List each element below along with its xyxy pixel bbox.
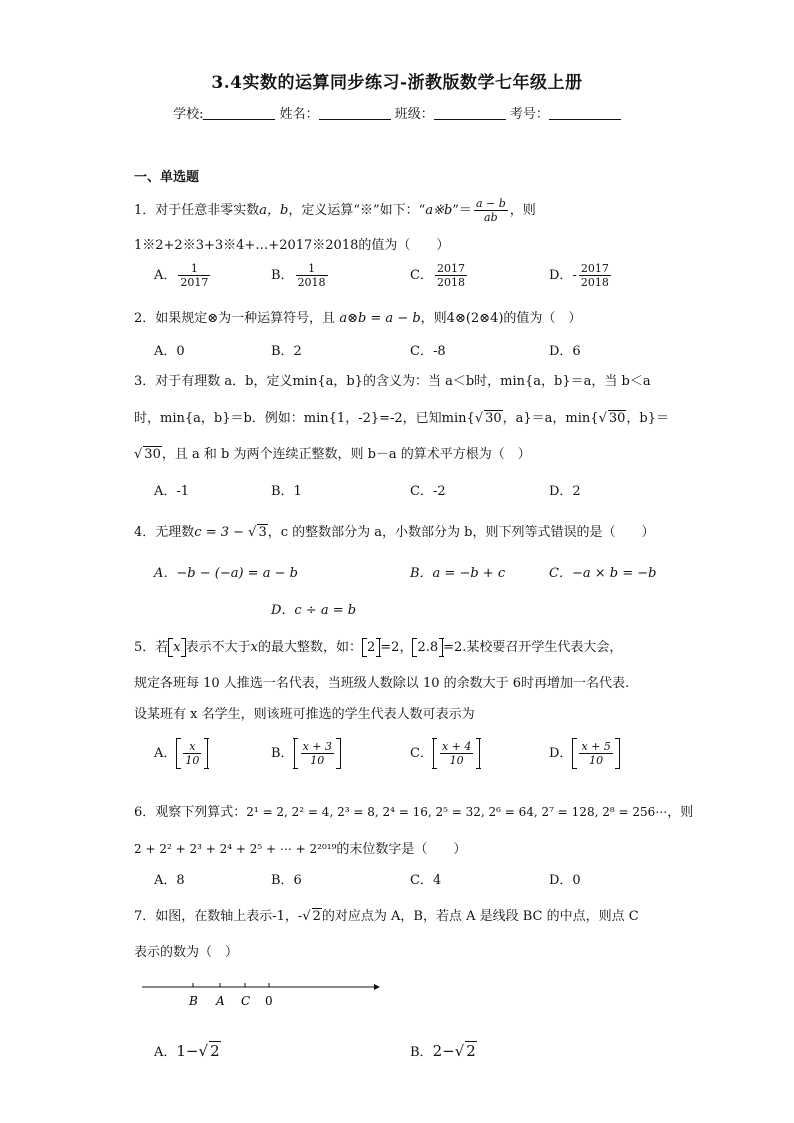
q6-option-d[interactable]: D．0 — [549, 873, 581, 888]
sqrt-2: 2 — [210, 1042, 220, 1060]
q1-option-a[interactable] — [154, 262, 212, 289]
sqrt-2: 2 — [312, 909, 321, 924]
floor-bracket — [433, 738, 480, 769]
q6-sum: 2 + 2² + 2³ + 2⁴ + 2⁵ + ⋯ + 2²⁰¹⁹ — [134, 842, 337, 856]
q4-line: 4．无理数c = 3 − √ 3，c 的整数部分为 a，小数部分为 b，则下列等式错误的是（ ） — [134, 525, 655, 540]
arrow-head-icon — [374, 984, 380, 990]
q3-option-b[interactable]: B．1 — [271, 484, 302, 499]
q5-text-mid: 表示不大于 — [185, 640, 251, 655]
q3-text-post: ，b}＝ — [626, 411, 669, 426]
school-blank[interactable] — [203, 107, 275, 120]
frac-num: x — [183, 740, 201, 754]
frac-num: 2017 — [580, 262, 609, 275]
q4-text-post: ，c 的整数部分为 a，小数部分为 b，则下列等式错误的是（ ） — [267, 525, 655, 540]
floor-bracket — [412, 638, 443, 657]
q1-frac-den: ab — [484, 211, 498, 224]
q4-option-a[interactable]: A．−b − (−a) = a − b — [154, 566, 298, 581]
q2-text: 2．如果规定⊗为一种运算符号，且 — [134, 311, 336, 326]
q6-line2 — [134, 838, 466, 857]
option-label: D． — [549, 746, 573, 761]
frac-num: 1 — [178, 262, 210, 276]
q3-text-end: ，且 a 和 b 为两个连续正整数，则 b－a 的算术平方根为（ ） — [161, 447, 531, 462]
q5-line3: 设某班有 x 名学生，则该班可推选的学生代表人数可表示为 — [134, 707, 475, 722]
section-title: 一、单选题 — [134, 170, 200, 185]
q5-text: 5．若 — [134, 640, 169, 655]
q5-text-mid2: 的最大整数，如： — [257, 640, 362, 655]
var-x: x — [250, 640, 258, 655]
frac-den: 10 — [449, 754, 464, 767]
frac-num: x + 4 — [441, 740, 472, 753]
frac-den: 2018 — [580, 276, 609, 289]
floor-bracket — [572, 738, 619, 769]
var-x: x — [173, 640, 181, 655]
q3-option-d[interactable]: D．2 — [549, 484, 581, 499]
q5-option-d[interactable] — [549, 738, 620, 769]
frac-num: 2017 — [436, 262, 465, 275]
q6-formula: 2¹ = 2, 2² = 4, 2³ = 8, 2⁴ = 16, 2⁵ = 32, 2⁶ = 64, 2⁷ = 128, 2⁸ = 256⋯ — [246, 805, 668, 819]
option-fraction — [435, 262, 467, 289]
option-expr: 2− — [432, 1042, 455, 1060]
school-label: 学校: — [173, 107, 204, 122]
q2-option-a[interactable]: A．0 — [154, 344, 185, 359]
option-label: A． — [154, 268, 177, 283]
option-fraction — [178, 262, 210, 289]
frac-den: 10 — [310, 754, 325, 767]
option-label: C． — [410, 746, 433, 761]
option-sign: - — [572, 268, 577, 283]
floor-bracket — [168, 638, 185, 657]
option-label: B． — [271, 268, 294, 283]
number-line-diagram — [134, 975, 384, 1015]
q3-text: 时，min{a，b}＝b．例如：min{1，-2}=-2，已知min{ — [134, 411, 475, 426]
q4-option-d[interactable]: D．c ÷ a = b — [271, 603, 357, 618]
page-title: 3.4实数的运算同步练习-浙教版数学七年级上册 — [211, 73, 583, 93]
q1-option-b[interactable] — [271, 262, 330, 289]
floor-bracket — [294, 738, 341, 769]
sqrt-30: 30 — [144, 447, 161, 462]
sqrt-30: 30 — [608, 411, 626, 426]
option-label: D． — [549, 268, 573, 283]
option-fraction — [579, 740, 612, 767]
q7-line2: 表示的数为（ ） — [134, 945, 239, 960]
q5-option-b[interactable] — [271, 738, 341, 769]
q2-option-c[interactable]: C．-8 — [410, 344, 446, 359]
q7-option-b[interactable]: B．2−√ 2 — [410, 1042, 476, 1060]
q2-option-b[interactable]: B．2 — [271, 344, 302, 359]
class-blank[interactable] — [434, 107, 506, 120]
frac-num: x + 3 — [302, 740, 332, 753]
option-label: A． — [154, 1045, 177, 1060]
bracket-content: 2 — [367, 640, 376, 655]
point-label-c: C — [241, 994, 251, 1008]
point-label-b: B — [189, 994, 198, 1008]
q1-eq: ”＝ — [452, 203, 472, 218]
floor-bracket — [362, 638, 380, 657]
frac-num: 1 — [296, 262, 328, 276]
sqrt-2: 2 — [466, 1042, 476, 1060]
q6-option-c[interactable]: C．4 — [410, 873, 442, 888]
q4-expr: c = 3 − — [194, 525, 249, 540]
option-fraction — [296, 262, 328, 289]
q1-option-d[interactable] — [549, 262, 613, 289]
q5-eq2: =2.某校要召开学生代表大会， — [443, 640, 623, 655]
option-label: A． — [154, 746, 177, 761]
q7-line1: 7．如图，在数轴上表示-1，-√ 2的对应点为 A，B，若点 A 是线段 BC 的中点，则点 C — [134, 909, 639, 924]
q3-line1: 3．对于有理数 a．b，定义min{a，b}的含义为：当 a＜b时，min{a，b}＝a，当 b＜a — [134, 374, 651, 389]
option-fraction — [301, 740, 334, 767]
q5-line2: 规定各班每 10 人推选一名代表，当班级人数除以 10 的余数大于 6时再增加一名代表. — [134, 676, 630, 691]
q3-line3: √ 30，且 a 和 b 为两个连续正整数，则 b－a 的算术平方根为（ ） — [134, 447, 531, 462]
floor-bracket — [176, 738, 208, 769]
q2-text-post: ，则4⊗(2⊗4)的值为（ ） — [420, 311, 582, 326]
q1-expr: a※b — [425, 203, 453, 218]
name-blank[interactable] — [319, 107, 391, 120]
q2-option-d[interactable]: D．6 — [549, 344, 581, 359]
q2-expr: a⊗b = a − b — [339, 311, 421, 326]
name-label: 姓名： — [279, 107, 319, 122]
frac-den: 2018 — [297, 276, 326, 289]
q2-line — [134, 307, 581, 326]
point-label-0: 0 — [265, 994, 273, 1008]
q6-text-end: 的末位数字是（ ） — [336, 842, 467, 857]
q6-text: 6．观察下列算式： — [134, 805, 247, 820]
bracket-content: 2.8 — [417, 640, 439, 655]
sqrt-30: 30 — [485, 411, 502, 426]
q3-line2: 时，min{a，b}＝b．例如：min{1，-2}=-2，已知min{√ 30，a}＝a，min{√ 30，b}＝ — [134, 411, 669, 426]
q1-fraction — [474, 197, 508, 224]
frac-den: 10 — [589, 754, 604, 767]
sqrt-3: 3 — [258, 525, 267, 540]
exam-no-blank[interactable] — [549, 107, 621, 120]
q1-line1 — [134, 197, 536, 224]
frac-den: 2018 — [436, 276, 465, 289]
q3-option-a[interactable]: A．-1 — [154, 484, 190, 499]
q4-option-c[interactable]: C．−a × b = −b — [549, 566, 657, 581]
q7-option-a[interactable]: A．1−√ 2 — [154, 1042, 220, 1060]
q3-text-mid: ，a}＝a，min{ — [502, 411, 599, 426]
q3-option-c[interactable]: C．-2 — [410, 484, 446, 499]
option-fraction — [183, 740, 201, 767]
q4-text: 4．无理数 — [134, 525, 195, 540]
q1-frac-num: a − b — [475, 197, 506, 210]
q7-text: 7．如图，在数轴上表示-1，- — [134, 909, 303, 924]
option-label: B． — [271, 746, 294, 761]
student-info-row — [0, 103, 794, 122]
frac-den: 10 — [185, 754, 200, 767]
q6-text-post: ，则 — [667, 805, 694, 820]
q5-eq1: =2， — [380, 640, 413, 655]
q4-option-b[interactable]: B．a = −b + c — [410, 566, 506, 581]
q6-option-b[interactable]: B．6 — [271, 873, 302, 888]
q5-line1 — [134, 636, 622, 657]
option-label: B． — [410, 1045, 433, 1060]
exam-no-label: 考号： — [509, 107, 549, 122]
q1-text-post: ，则 — [509, 203, 536, 218]
point-label-a: A — [216, 994, 225, 1008]
q6-line1 — [134, 801, 693, 820]
frac-den: 2017 — [180, 276, 209, 289]
option-fraction — [579, 262, 611, 289]
q1-option-c[interactable] — [410, 262, 469, 289]
q7-text-post: 的对应点为 A，B，若点 A 是线段 BC 的中点，则点 C — [321, 909, 639, 924]
q1-text: 1．对于任意非零实数 — [134, 203, 260, 218]
q1-vars: a，b — [259, 203, 289, 218]
frac-num: x + 5 — [581, 740, 611, 753]
q5-option-c[interactable] — [410, 738, 480, 769]
q1-text-mid: ，定义运算“※”如下：“ — [288, 203, 426, 218]
option-expr: 1− — [176, 1042, 199, 1060]
q5-option-a[interactable] — [154, 738, 208, 769]
option-fraction — [440, 740, 473, 767]
q6-option-a[interactable]: A．8 — [154, 873, 185, 888]
option-label: C． — [410, 268, 433, 283]
q1-line2: 1※2+2※3+3※4+…+2017※2018的值为（ ） — [134, 238, 450, 253]
class-label: 班级： — [394, 107, 434, 122]
